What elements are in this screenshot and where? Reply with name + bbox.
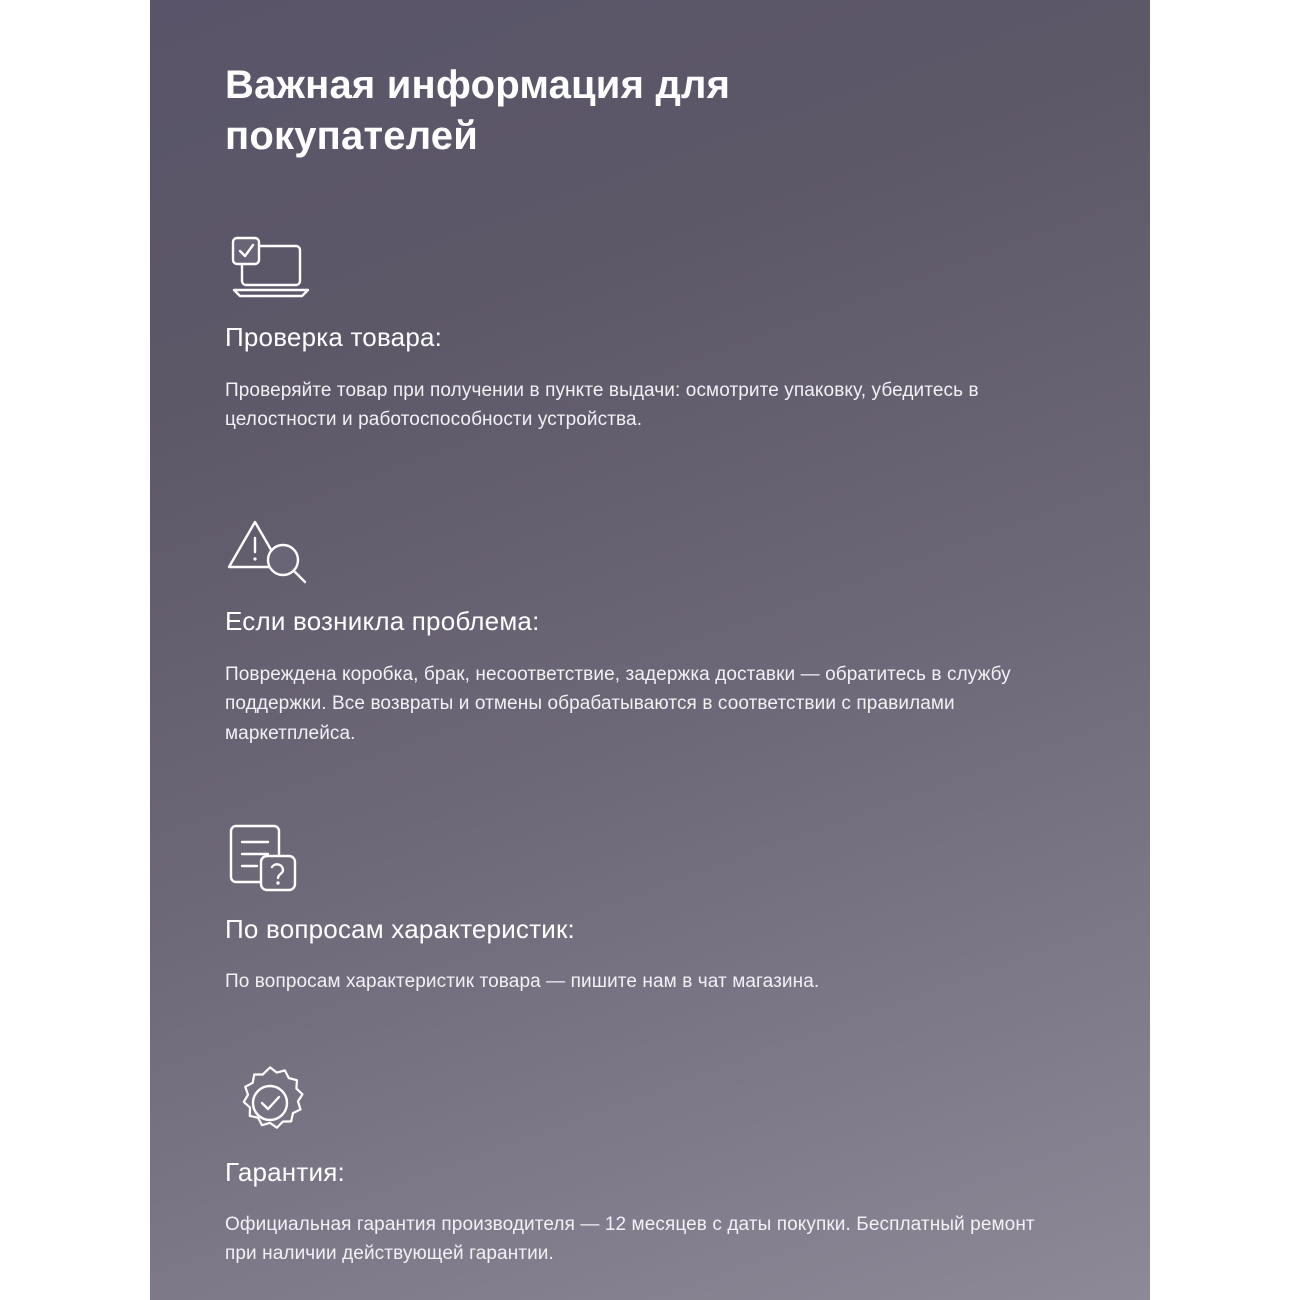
warning-search-icon (225, 512, 1080, 592)
guarantee-badge-check-icon (225, 1063, 1080, 1143)
info-card (150, 0, 1150, 1300)
section-body: Официальная гарантия производителя — 12 месяцев с даты покупки. Бесплатный ремонт при наличии действующей гарантии. (225, 1213, 1035, 1265)
laptop-check-icon (225, 228, 1080, 308)
section-specs (225, 820, 1080, 997)
section-title: Если возникла проблема: (225, 606, 540, 637)
section-product-check (225, 228, 1080, 434)
sections-list (225, 228, 1080, 1268)
document-question-icon (225, 820, 1080, 900)
section-body: Повреждена коробка, брак, несоответствие, задержка доставки — обратитесь в службу поддержки. Все возвраты и отмены обрабатываются в соответствии с правилами маркетплейса. (225, 663, 1011, 744)
section-title: Гарантия: (225, 1156, 345, 1187)
section-title: Проверка товара: (225, 322, 443, 353)
section-title: По вопросам характеристик: (225, 913, 575, 944)
section-problem (225, 512, 1080, 748)
section-body: Проверяйте товар при получении в пункте выдачи: осмотрите упаковку, убедитесь в целостности и работоспособности устройства. (225, 379, 979, 430)
page-title: Важная информация для покупателей (225, 63, 731, 159)
section-warranty (225, 1063, 1080, 1269)
section-body: По вопросам характеристик товара — пишите нам в чат магазина. (225, 971, 820, 993)
